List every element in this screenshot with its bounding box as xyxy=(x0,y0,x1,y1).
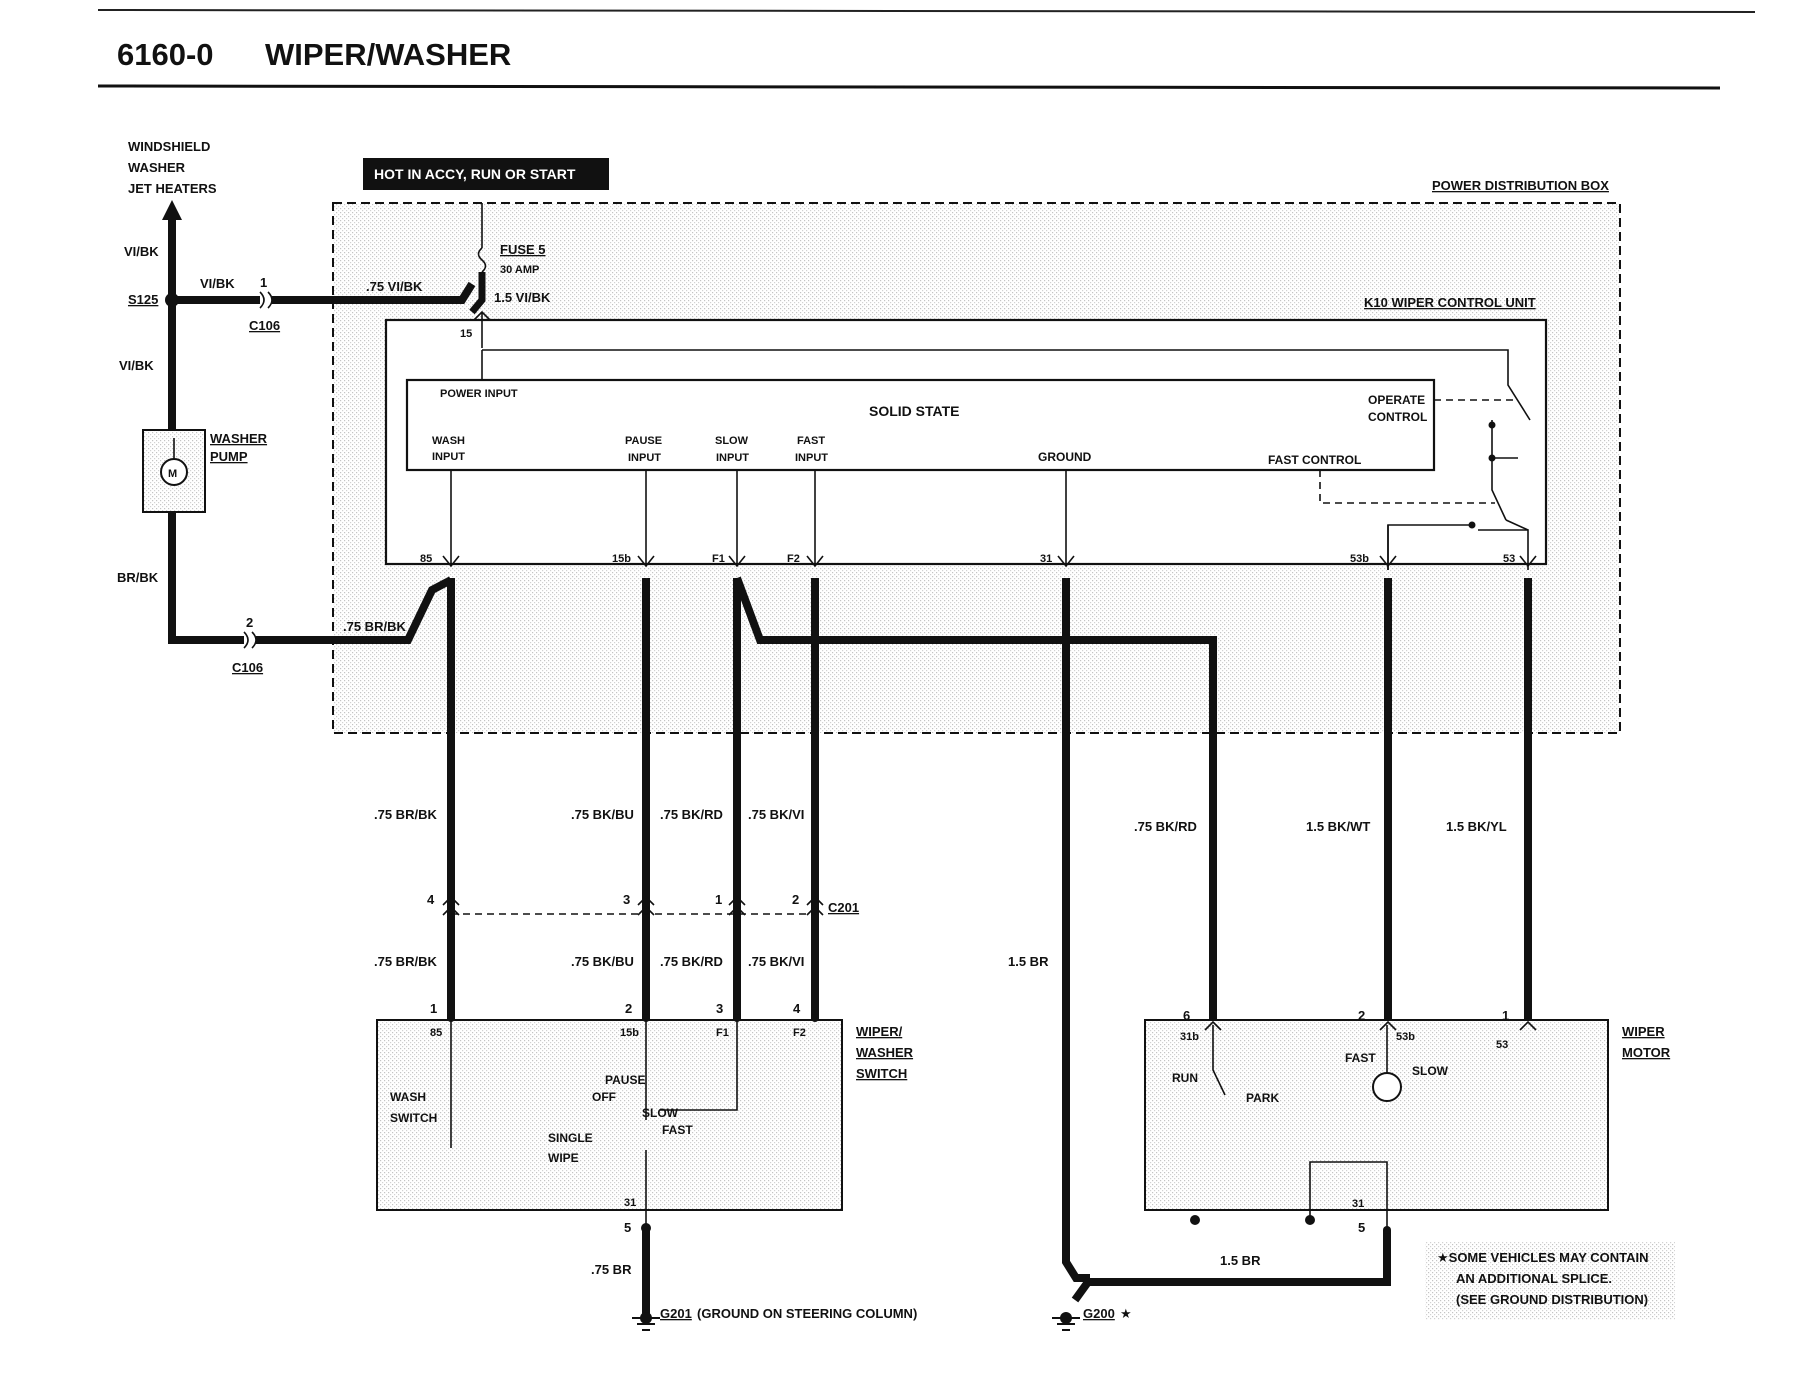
g200-label: G200 xyxy=(1083,1306,1115,1321)
solid-state-label: SOLID STATE xyxy=(869,403,960,419)
washer-pump-label-2: PUMP xyxy=(210,449,248,464)
jet-heaters-label-2: WASHER xyxy=(128,160,186,175)
pin-sw-4: 4 xyxy=(793,1001,801,1016)
lbl-075brbk-1: .75 BR/BK xyxy=(374,807,437,822)
g200-star: ★ xyxy=(1120,1306,1132,1321)
operate-label-2: CONTROL xyxy=(1368,410,1428,424)
note-line-1: ★SOME VEHICLES MAY CONTAIN xyxy=(1437,1250,1649,1265)
power-input-label: POWER INPUT xyxy=(440,388,518,400)
pin-c106-2: 2 xyxy=(246,615,254,630)
pin-53-unit: 53 xyxy=(1503,553,1516,565)
c201-label: C201 xyxy=(828,900,860,915)
lbl-075bkrd-2: .75 BK/RD xyxy=(660,954,723,969)
sw-pause: PAUSE xyxy=(605,1073,646,1087)
pin-sw-31: 31 xyxy=(624,1197,637,1209)
motor-pin-5 xyxy=(1383,1226,1391,1234)
pin-sw-3: 3 xyxy=(716,1001,724,1016)
lbl-075br: .75 BR xyxy=(591,1262,632,1277)
pin-85: 85 xyxy=(420,553,433,565)
jet-heater-arrow xyxy=(162,200,182,220)
pause-input-2: INPUT xyxy=(628,452,661,464)
sw-switch: SWITCH xyxy=(390,1111,438,1125)
pin-sw-85: 85 xyxy=(430,1027,443,1039)
relay-node-3 xyxy=(1469,522,1476,529)
pin-c201-4: 4 xyxy=(427,892,435,907)
header-rule xyxy=(98,86,1720,88)
lbl-075brbk-box: .75 BR/BK xyxy=(343,619,406,634)
lbl-brbk-1: BR/BK xyxy=(117,570,159,585)
mo-park: PARK xyxy=(1246,1091,1280,1105)
pin-mo-5: 5 xyxy=(1358,1220,1366,1235)
fast-input-2: INPUT xyxy=(795,452,828,464)
mo-run: RUN xyxy=(1172,1071,1198,1085)
pin-mo-6: 6 xyxy=(1183,1008,1191,1023)
g201-terminal xyxy=(640,1312,652,1324)
pin-f2: F2 xyxy=(787,553,800,565)
wiper-motor-symbol xyxy=(1373,1073,1401,1101)
lbl-075bkbu-1: .75 BK/BU xyxy=(571,807,634,822)
note-line-2: AN ADDITIONAL SPLICE. xyxy=(1456,1271,1613,1286)
pin-sw-5: 5 xyxy=(624,1220,632,1235)
lbl-15br-2: 1.5 BR xyxy=(1220,1253,1261,1268)
fast-control-label: FAST CONTROL xyxy=(1268,453,1362,467)
pin-15: 15 xyxy=(460,328,473,340)
lbl-15vibk: 1.5 VI/BK xyxy=(494,290,551,305)
sw-wipe: WIPE xyxy=(548,1151,579,1165)
sw-off: OFF xyxy=(592,1090,616,1104)
page-title: WIPER/WASHER xyxy=(265,37,512,72)
pin-sw-1: 1 xyxy=(430,1001,438,1016)
motor-node-a xyxy=(1190,1215,1200,1225)
pin-mo-53b: 53b xyxy=(1396,1031,1415,1043)
lbl-075bkrd-1: .75 BK/RD xyxy=(660,807,723,822)
lbl-15bkyl: 1.5 BK/YL xyxy=(1446,819,1507,834)
c106-connector-1 xyxy=(260,292,272,308)
splice-label: S125 xyxy=(128,292,159,307)
power-box-label: POWER DISTRIBUTION BOX xyxy=(1432,178,1609,193)
g201-note: (GROUND ON STEERING COLUMN) xyxy=(697,1306,918,1321)
motor-glyph: M xyxy=(168,468,178,480)
motor-label-1: WIPER xyxy=(1622,1024,1665,1039)
hot-banner-text: HOT IN ACCY, RUN OR START xyxy=(374,166,576,182)
pin-c106-1: 1 xyxy=(260,275,268,290)
fuse-rating: 30 AMP xyxy=(500,264,540,276)
pin-mo-53: 53 xyxy=(1496,1039,1509,1051)
slow-input-2: INPUT xyxy=(716,452,749,464)
wash-input-2: INPUT xyxy=(432,451,465,463)
fast-input-1: FAST xyxy=(797,435,826,447)
pin-sw-15b: 15b xyxy=(620,1027,639,1039)
g201-label: G201 xyxy=(660,1306,692,1321)
pin-53b-unit: 53b xyxy=(1350,553,1369,565)
lbl-15bkwt: 1.5 BK/WT xyxy=(1306,819,1371,834)
pin-sw-2: 2 xyxy=(625,1001,633,1016)
fuse-name: FUSE 5 xyxy=(500,242,546,257)
wiper-motor-box xyxy=(1145,1020,1608,1210)
c201-connector xyxy=(443,897,823,915)
lbl-075brbk-2: .75 BR/BK xyxy=(374,954,437,969)
pin-c201-3: 3 xyxy=(623,892,631,907)
pin-sw-f1: F1 xyxy=(716,1027,729,1039)
pin-mo-31: 31 xyxy=(1352,1198,1365,1210)
c106-label-2: C106 xyxy=(232,660,264,675)
lbl-075bkbu-2: .75 BK/BU xyxy=(571,954,634,969)
pause-input-1: PAUSE xyxy=(625,435,663,447)
mo-slow: SLOW xyxy=(1412,1064,1448,1078)
washer-pump-label-1: WASHER xyxy=(210,431,268,446)
sw-slow: SLOW xyxy=(642,1106,678,1120)
control-unit-label: K10 WIPER CONTROL UNIT xyxy=(1364,295,1536,310)
c106-label-1: C106 xyxy=(249,318,281,333)
pin-mo-2: 2 xyxy=(1358,1008,1366,1023)
lbl-075vibk: .75 VI/BK xyxy=(366,279,423,294)
lbl-075bkrd-3: .75 BK/RD xyxy=(1134,819,1197,834)
pin-c201-1: 1 xyxy=(715,892,723,907)
switch-label-1: WIPER/ xyxy=(856,1024,903,1039)
ground-label: GROUND xyxy=(1038,450,1092,464)
switch-pin-4 xyxy=(811,1014,819,1022)
pin-sw-f2: F2 xyxy=(793,1027,806,1039)
wiper-washer-switch-box xyxy=(377,1020,842,1210)
slow-input-1: SLOW xyxy=(715,435,748,447)
lbl-vibk-1: VI/BK xyxy=(124,244,159,259)
lbl-15br-1: 1.5 BR xyxy=(1008,954,1049,969)
br-bk-wire xyxy=(172,512,244,640)
mo-fast: FAST xyxy=(1345,1051,1376,1065)
lbl-vibk-2: VI/BK xyxy=(200,276,235,291)
lbl-vibk-3: VI/BK xyxy=(119,358,154,373)
pin-mo-31b: 31b xyxy=(1180,1031,1199,1043)
relay-node-1 xyxy=(1489,422,1496,429)
jet-heaters-label-3: JET HEATERS xyxy=(128,181,217,196)
switch-label-2: WASHER xyxy=(856,1045,914,1060)
page-code: 6160-0 xyxy=(117,37,214,72)
jet-heaters-label-1: WINDSHIELD xyxy=(128,139,211,154)
g200-terminal xyxy=(1060,1312,1072,1324)
switch-label-3: SWITCH xyxy=(856,1066,908,1081)
motor-label-2: MOTOR xyxy=(1622,1045,1671,1060)
top-rule xyxy=(98,10,1755,12)
sw-wash: WASH xyxy=(390,1090,426,1104)
pin-15b: 15b xyxy=(612,553,631,565)
pin-mo-1: 1 xyxy=(1502,1008,1510,1023)
sw-single: SINGLE xyxy=(548,1131,593,1145)
sw-fast: FAST xyxy=(662,1123,693,1137)
note-line-3: (SEE GROUND DISTRIBUTION) xyxy=(1456,1292,1649,1307)
lbl-075bkvi-2: .75 BK/VI xyxy=(748,954,805,969)
pin-c201-2: 2 xyxy=(792,892,800,907)
wash-input-1: WASH xyxy=(432,435,465,447)
c106-connector-2 xyxy=(244,632,256,648)
operate-label-1: OPERATE xyxy=(1368,393,1426,407)
lbl-075bkvi-1: .75 BK/VI xyxy=(748,807,805,822)
pin-31-unit: 31 xyxy=(1040,553,1053,565)
pin-f1: F1 xyxy=(712,553,725,565)
